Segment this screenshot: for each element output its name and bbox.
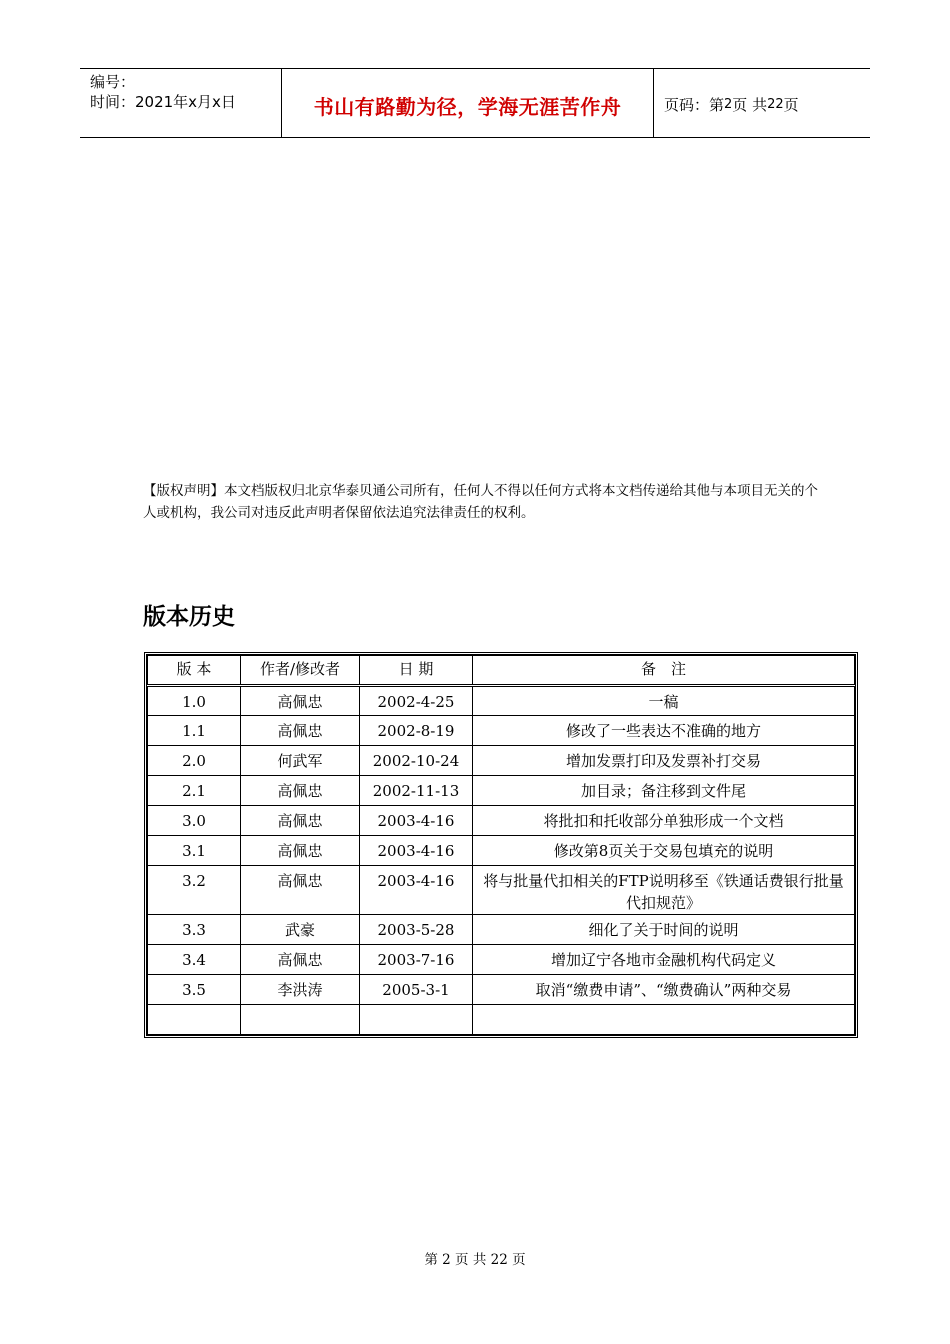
cell-version: 3.4 <box>148 945 241 975</box>
table-row <box>148 746 855 776</box>
header-meta <box>80 69 282 137</box>
cell-version: 3.0 <box>148 806 241 836</box>
header-date: 日 期 <box>360 656 473 686</box>
cell-notes: 一稿 <box>473 686 855 716</box>
page-total: 22 <box>767 96 784 112</box>
table-row <box>148 915 855 945</box>
section-title-version-history: 版本历史 <box>143 604 235 630</box>
cell-notes: 修改第8页关于交易包填充的说明 <box>473 836 855 866</box>
cell-version: 3.1 <box>148 836 241 866</box>
cell-author: 高佩忠 <box>241 945 360 975</box>
header-notes: 备 注 <box>473 656 855 686</box>
table-header-row <box>148 656 855 686</box>
copyright-notice: 【版权声明】本文档版权归北京华泰贝通公司所有，任何人不得以任何方式将本文档传递给其他与本项目无关的个人或机构，我公司对违反此声明者保留依法追究法律责任的权利。 <box>143 483 818 521</box>
page-footer: 第 2 页 共 22 页 <box>424 1252 526 1268</box>
cell-version: 1.1 <box>148 716 241 746</box>
cell-version <box>148 1005 241 1035</box>
cell-date: 2003-7-16 <box>360 945 473 975</box>
cell-version: 3.2 <box>148 866 241 915</box>
table-row <box>148 945 855 975</box>
cell-notes: 将批扣和托收部分单独形成一个文档 <box>473 806 855 836</box>
table-row <box>148 975 855 1005</box>
page-suffix: 页 <box>783 95 799 114</box>
cell-date: 2002-10-24 <box>360 746 473 776</box>
table-row <box>148 806 855 836</box>
header-page-info <box>654 69 870 137</box>
cell-author: 高佩忠 <box>241 836 360 866</box>
cell-notes: 取消“缴费申请”、“缴费确认”两种交易 <box>473 975 855 1005</box>
doc-number-label: 编号： <box>90 73 136 91</box>
cell-author: 高佩忠 <box>241 686 360 716</box>
cell-notes: 加目录；备注移到文件尾 <box>473 776 855 806</box>
page-current: 2 <box>724 96 733 112</box>
cell-author: 武豪 <box>241 915 360 945</box>
doc-time-label: 时间：2021年x月x日 <box>90 93 236 111</box>
cell-notes <box>473 1005 855 1035</box>
table-body <box>148 686 855 1035</box>
page-prefix: 页码：第 <box>664 95 725 114</box>
cell-version: 2.0 <box>148 746 241 776</box>
header-version: 版 本 <box>148 656 241 686</box>
cell-date: 2002-8-19 <box>360 716 473 746</box>
cell-version: 3.5 <box>148 975 241 1005</box>
cell-notes: 修改了一些表达不准确的地方 <box>473 716 855 746</box>
header-author: 作者/修改者 <box>241 656 360 686</box>
table-row <box>148 686 855 716</box>
version-history-table <box>144 652 858 1038</box>
cell-date <box>360 1005 473 1035</box>
page-mid: 页 共 <box>732 95 768 114</box>
cell-version: 3.3 <box>148 915 241 945</box>
table-row <box>148 836 855 866</box>
table-row <box>148 716 855 746</box>
cell-date: 2005-3-1 <box>360 975 473 1005</box>
cell-date: 2003-4-16 <box>360 836 473 866</box>
cell-author: 高佩忠 <box>241 866 360 915</box>
cell-notes: 增加发票打印及发票补打交易 <box>473 746 855 776</box>
cell-version: 2.1 <box>148 776 241 806</box>
cell-notes: 增加辽宁各地市金融机构代码定义 <box>473 945 855 975</box>
cell-date: 2003-4-16 <box>360 806 473 836</box>
table-row <box>148 866 855 915</box>
cell-date: 2003-4-16 <box>360 866 473 915</box>
table-row <box>148 776 855 806</box>
page-header <box>80 68 870 138</box>
cell-date: 2003-5-28 <box>360 915 473 945</box>
cell-author <box>241 1005 360 1035</box>
cell-notes: 将与批量代扣相关的FTP说明移至《铁通话费银行批量代扣规范》 <box>473 866 855 915</box>
cell-version: 1.0 <box>148 686 241 716</box>
cell-author: 李洪涛 <box>241 975 360 1005</box>
cell-author: 何武军 <box>241 746 360 776</box>
cell-date: 2002-4-25 <box>360 686 473 716</box>
cell-author: 高佩忠 <box>241 716 360 746</box>
cell-author: 高佩忠 <box>241 806 360 836</box>
table-row <box>148 1005 855 1035</box>
header-motto: 书山有路勤为径，学海无涯苦作舟 <box>282 69 654 137</box>
cell-notes: 细化了关于时间的说明 <box>473 915 855 945</box>
cell-author: 高佩忠 <box>241 776 360 806</box>
cell-date: 2002-11-13 <box>360 776 473 806</box>
